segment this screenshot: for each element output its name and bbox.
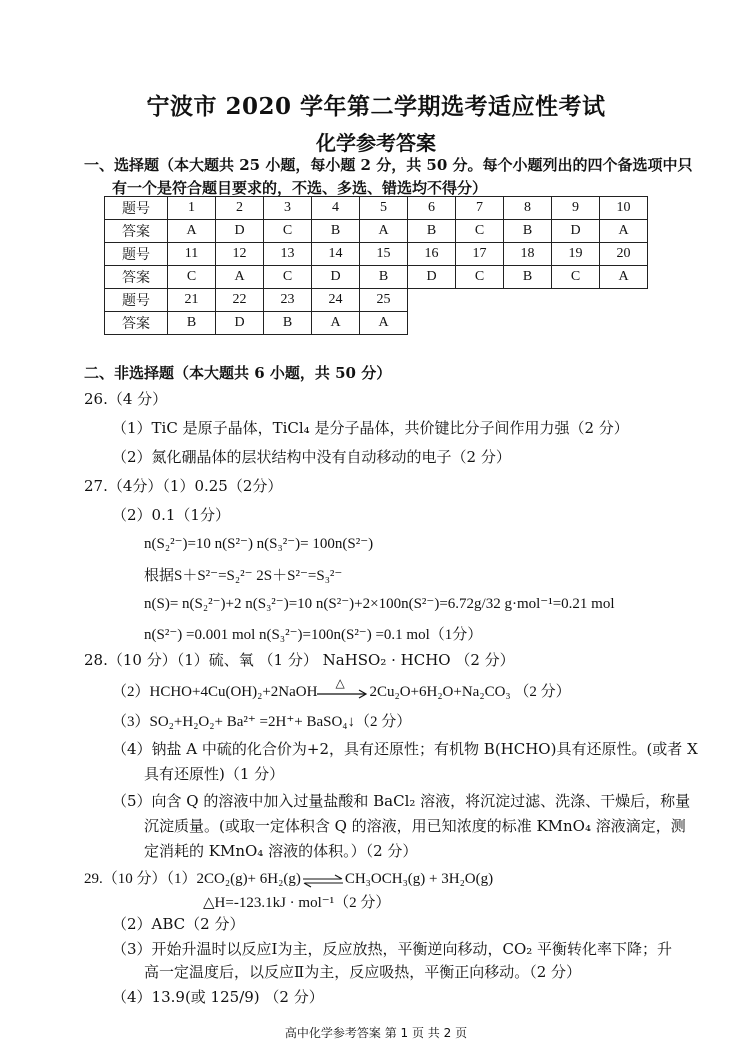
question-number-cell: 14 (312, 243, 360, 266)
empty-cell (456, 312, 504, 335)
q28-answer-4-line1: （4）钠盐 A 中硫的化合价为+2，具有还原性；有机物 B(HCHO)具有还原性。(或者 X (112, 740, 698, 758)
answer-cell: A (600, 220, 648, 243)
answer-cell: B (408, 220, 456, 243)
question-number-cell: 15 (360, 243, 408, 266)
q29-equation-right: CH₃OCH₃(g) + 3H₂O(g) (344, 871, 494, 887)
question-number-row (105, 289, 648, 312)
answer-row (105, 220, 648, 243)
q28-equation-3: （3）SO₂+H₂O₂+ Ba²⁺ =2H⁺+ BaSO₄↓（2 分） (112, 714, 412, 730)
answer-label: 答案 (105, 220, 168, 243)
question-number-cell: 13 (264, 243, 312, 266)
q27-answer-2: （2）0.1（1分） (112, 506, 230, 524)
section1-heading-line1: 一、选择题（本大题共 25 小题，每小题 2 分，共 50 分。每个小题列出的四个备选项中只 (84, 156, 693, 174)
answer-cell: B (504, 266, 552, 289)
question-number-cell: 6 (408, 197, 456, 220)
question-number-label: 题号 (105, 289, 168, 312)
q27-formula-2: 根据S＋S²⁻=S₂²⁻ 2S＋S²⁻=S₃²⁻ (144, 568, 343, 584)
q27-formula-4: n(S²⁻) =0.001 mol n(S₃²⁻)=100n(S²⁻) =0.1 mol（1分） (144, 627, 483, 643)
q29-answer-4: （4）13.9(或 125/9) （2 分） (112, 988, 324, 1006)
q29-enthalpy: △H=-123.1kJ · mol⁻¹（2 分） (203, 895, 391, 911)
question-number-cell: 5 (360, 197, 408, 220)
question-number-cell: 4 (312, 197, 360, 220)
answer-table (104, 196, 648, 335)
q26-answer-1: （1）TiC 是原子晶体，TiCl₄ 是分子晶体，共价键比分子间作用力强（2 分） (112, 419, 629, 437)
answer-cell: D (408, 266, 456, 289)
answer-cell: B (360, 266, 408, 289)
empty-cell (552, 312, 600, 335)
empty-cell (600, 289, 648, 312)
question-number-cell: 22 (216, 289, 264, 312)
question-number-label: 题号 (105, 197, 168, 220)
heat-arrow-icon (317, 675, 369, 700)
q26-answer-2: （2）氮化硼晶体的层状结构中没有自动移动的电子（2 分） (112, 448, 511, 466)
answer-cell: C (456, 220, 504, 243)
page-title: 宁波市 2020 学年第二学期选考适应性考试 (146, 93, 606, 120)
answer-cell: D (216, 312, 264, 335)
empty-cell (552, 289, 600, 312)
question-number-row (105, 243, 648, 266)
answer-cell: A (312, 312, 360, 335)
question-number-cell: 25 (360, 289, 408, 312)
answer-cell: D (216, 220, 264, 243)
q28-answer-5-line3: 定消耗的 KMnO₄ 溶液的体积。）（2 分） (144, 842, 418, 860)
q28-equation-2 (112, 675, 571, 701)
answer-cell: C (264, 266, 312, 289)
answer-cell: C (168, 266, 216, 289)
answer-cell: D (552, 220, 600, 243)
page-footer: 高中化学参考答案 第 1 页 共 2 页 (284, 1026, 468, 1040)
equilibrium-arrow-icon (301, 873, 345, 887)
empty-cell (504, 289, 552, 312)
question-number-cell: 17 (456, 243, 504, 266)
question-number-cell: 20 (600, 243, 648, 266)
q28-equation-2-right: 2Cu₂O+6H₂O+Na₂CO₃ （2 分） (369, 684, 571, 700)
question-number-label: 题号 (105, 243, 168, 266)
answer-row (105, 312, 648, 335)
q28-equation-2-left: （2）HCHO+4Cu(OH)₂+2NaOH (112, 684, 318, 700)
answer-cell: C (456, 266, 504, 289)
answer-row (105, 266, 648, 289)
answer-cell: A (168, 220, 216, 243)
question-number-cell: 24 (312, 289, 360, 312)
answer-cell: A (216, 266, 264, 289)
answer-label: 答案 (105, 266, 168, 289)
q27-formula-1: n(S₂²⁻)=10 n(S²⁻) n(S₃²⁻)= 100n(S²⁻) (144, 536, 374, 552)
question-number-cell: 7 (456, 197, 504, 220)
empty-cell (600, 312, 648, 335)
answer-cell: A (600, 266, 648, 289)
answer-cell: B (168, 312, 216, 335)
heat-symbol: △ (335, 675, 345, 690)
q28-answer-5-line1: （5）向含 Q 的溶液中加入过量盐酸和 BaCl₂ 溶液，将沉淀过滤、洗涤、干燥后，称量 (112, 792, 691, 810)
question-number-cell: 16 (408, 243, 456, 266)
answer-cell: A (360, 312, 408, 335)
q28-heading: 28.（10 分）（1）硫、氧 （1 分） NaHSO₂ · HCHO （2 分） (84, 651, 515, 669)
empty-cell (504, 312, 552, 335)
question-number-cell: 10 (600, 197, 648, 220)
section1-heading-line2: 有一个是符合题目要求的，不选、多选、错选均不得分） (112, 179, 488, 197)
answer-cell: C (552, 266, 600, 289)
q29-equation-left: 29.（10 分）（1）2CO₂(g)+ 6H₂(g) (84, 871, 301, 887)
q26-heading: 26.（4 分） (84, 390, 168, 408)
q29-heading (84, 867, 493, 888)
answer-cell: A (360, 220, 408, 243)
question-number-cell: 9 (552, 197, 600, 220)
question-number-cell: 19 (552, 243, 600, 266)
empty-cell (408, 289, 456, 312)
section2-heading: 二、非选择题（本大题共 6 小题，共 50 分） (84, 364, 392, 382)
question-number-cell: 2 (216, 197, 264, 220)
question-number-cell: 8 (504, 197, 552, 220)
answer-cell: C (264, 220, 312, 243)
q27-formula-3: n(S)= n(S₂²⁻)+2 n(S₃²⁻)=10 n(S²⁻)+2×100n(S²⁻)=6.72g/32 g·mol⁻¹=0.21 mol (144, 596, 615, 612)
q29-answer-3-line2: 高一定温度后，以反应Ⅱ为主，反应吸热，平衡正向移动。（2 分） (144, 963, 582, 981)
empty-cell (456, 289, 504, 312)
question-number-cell: 1 (168, 197, 216, 220)
question-number-cell: 3 (264, 197, 312, 220)
answer-cell: D (312, 266, 360, 289)
q28-answer-5-line2: 沉淀质量。(或取一定体积含 Q 的溶液，用已知浓度的标准 KMnO₄ 溶液滴定，测 (144, 817, 686, 835)
q27-heading: 27.（4分）（1）0.25（2分） (84, 477, 283, 495)
q29-answer-3-line1: （3）开始升温时以反应Ⅰ为主，反应放热，平衡逆向移动，CO₂ 平衡转化率下降；升 (112, 940, 673, 958)
page-subtitle: 化学参考答案 (316, 131, 436, 155)
question-number-cell: 18 (504, 243, 552, 266)
q29-answer-2: （2）ABC（2 分） (112, 915, 245, 933)
answer-cell: B (504, 220, 552, 243)
question-number-cell: 12 (216, 243, 264, 266)
answer-cell: B (264, 312, 312, 335)
answer-label: 答案 (105, 312, 168, 335)
question-number-row (105, 197, 648, 220)
question-number-cell: 11 (168, 243, 216, 266)
question-number-cell: 23 (264, 289, 312, 312)
question-number-cell: 21 (168, 289, 216, 312)
empty-cell (408, 312, 456, 335)
q28-answer-4-line2: 具有还原性)（1 分） (144, 765, 285, 783)
answer-cell: B (312, 220, 360, 243)
